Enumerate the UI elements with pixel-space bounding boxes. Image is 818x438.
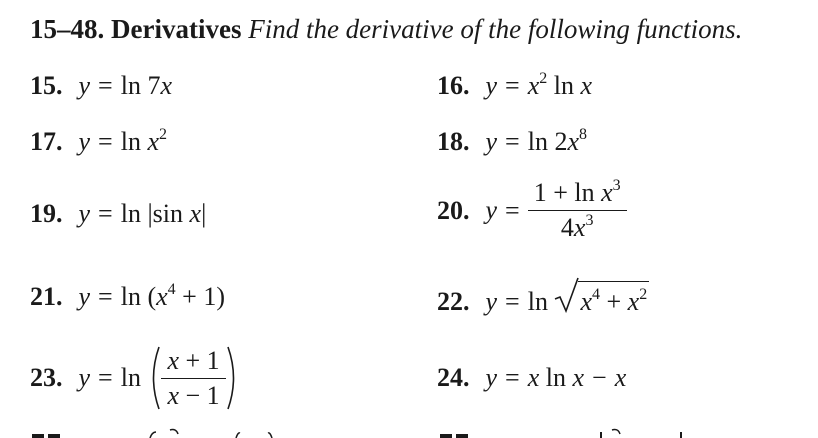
right-big-paren-icon: [226, 345, 240, 411]
exponent: 2: [159, 126, 167, 143]
coef: 2: [554, 127, 568, 156]
plus: +: [553, 178, 568, 207]
denominator: [161, 379, 225, 409]
lhs: y: [485, 363, 498, 392]
problem-number: 22.: [437, 287, 470, 316]
den-op: −: [185, 380, 201, 410]
num-var: x: [601, 178, 613, 207]
abs-right: |: [201, 199, 207, 228]
fn: ln: [120, 363, 141, 392]
num-const: 1: [533, 178, 547, 207]
abs-left: |: [147, 199, 153, 228]
lhs: y: [78, 199, 91, 228]
lhs: y: [78, 71, 91, 100]
problem-16: [437, 70, 592, 102]
var: x: [580, 71, 593, 100]
problem-number: 20.: [437, 195, 470, 225]
equals: =: [505, 127, 520, 156]
var: x: [572, 363, 585, 392]
problem-number: 18.: [437, 127, 470, 156]
problem-24: [437, 362, 626, 394]
equals: =: [98, 363, 113, 392]
fraction: [528, 177, 627, 242]
plus: +: [182, 282, 197, 311]
var: x: [147, 127, 159, 156]
problem-21: [30, 281, 225, 313]
const: 1: [203, 282, 217, 311]
left-big-paren-icon: [147, 345, 161, 411]
equals: =: [98, 127, 113, 156]
problem-15: [30, 70, 172, 102]
num-exponent: 3: [612, 177, 621, 194]
var: x: [160, 71, 172, 100]
problem-number: 19.: [30, 199, 63, 228]
lhs: y: [485, 127, 498, 156]
fn: ln: [120, 199, 141, 228]
problem-number: 24.: [437, 363, 470, 392]
section-instruction: Find the derivative of the following functions.: [248, 14, 743, 44]
problem-18: [437, 126, 587, 158]
problem-number: 21.: [30, 282, 63, 311]
section-heading: [30, 12, 742, 46]
section-title: Derivatives: [111, 14, 242, 44]
equals: =: [98, 71, 113, 100]
fn: ln: [120, 127, 141, 156]
den-var: x: [167, 380, 179, 410]
numerator: [161, 345, 225, 379]
radicand: [578, 281, 649, 318]
problem-17: [30, 126, 167, 158]
problem-22: [437, 281, 649, 318]
exponent: 4: [592, 286, 600, 303]
equals: =: [98, 199, 113, 228]
var: x: [567, 127, 579, 156]
problem-23: [30, 345, 240, 411]
lhs: y: [485, 71, 498, 100]
equals: =: [505, 71, 520, 100]
lhs: y: [485, 287, 498, 316]
numerator: [528, 177, 627, 211]
var: x: [580, 287, 592, 316]
square-root: [554, 281, 649, 318]
fn: ln: [120, 71, 141, 100]
var: x: [156, 282, 168, 311]
fn: ln: [120, 282, 141, 311]
equals: =: [505, 363, 520, 392]
fn: ln: [527, 287, 548, 316]
right-paren: ): [216, 282, 226, 311]
base: x: [527, 71, 540, 100]
fn: ln: [545, 363, 566, 392]
equals: =: [98, 282, 113, 311]
problem-number: 23.: [30, 363, 63, 392]
exponent: 2: [539, 70, 548, 87]
var: x: [627, 287, 640, 316]
lhs: y: [78, 282, 91, 311]
var: x: [189, 199, 202, 228]
problem-number: 17.: [30, 127, 63, 156]
fn: ln: [553, 71, 574, 100]
problem-19: [30, 198, 206, 230]
fn: ln: [574, 178, 595, 207]
equals: =: [505, 287, 520, 316]
inner-fn: sin: [152, 199, 184, 228]
lhs: y: [485, 195, 498, 225]
exponent: 2: [639, 286, 648, 303]
exponent: 4: [167, 281, 176, 298]
den-const: 1: [206, 380, 220, 410]
num-op: +: [185, 345, 201, 375]
lhs: y: [78, 363, 91, 392]
var: x: [614, 363, 627, 392]
exponent: 8: [579, 126, 587, 143]
cropped-next-row-fragments: [0, 428, 818, 438]
parenthesized-fraction: [147, 345, 239, 411]
lhs: y: [78, 127, 91, 156]
num-const: 1: [206, 345, 220, 375]
fraction: [161, 345, 225, 410]
plus: +: [606, 287, 622, 316]
left-paren: (: [147, 282, 157, 311]
section-range: 15–48.: [30, 14, 105, 44]
radical-sign-icon: [554, 275, 580, 315]
problem-number: 16.: [437, 71, 470, 100]
problem-20: [437, 177, 627, 242]
den-coef: 4: [560, 213, 574, 242]
den-exponent: 3: [585, 212, 594, 229]
var: x: [527, 363, 540, 392]
fn: ln: [527, 127, 548, 156]
coef: 7: [147, 71, 161, 100]
denominator: [528, 211, 627, 241]
equals: =: [505, 195, 520, 225]
num-var: x: [167, 345, 179, 375]
minus: −: [592, 363, 607, 392]
den-var: x: [573, 213, 586, 242]
problem-number: 15.: [30, 71, 63, 100]
